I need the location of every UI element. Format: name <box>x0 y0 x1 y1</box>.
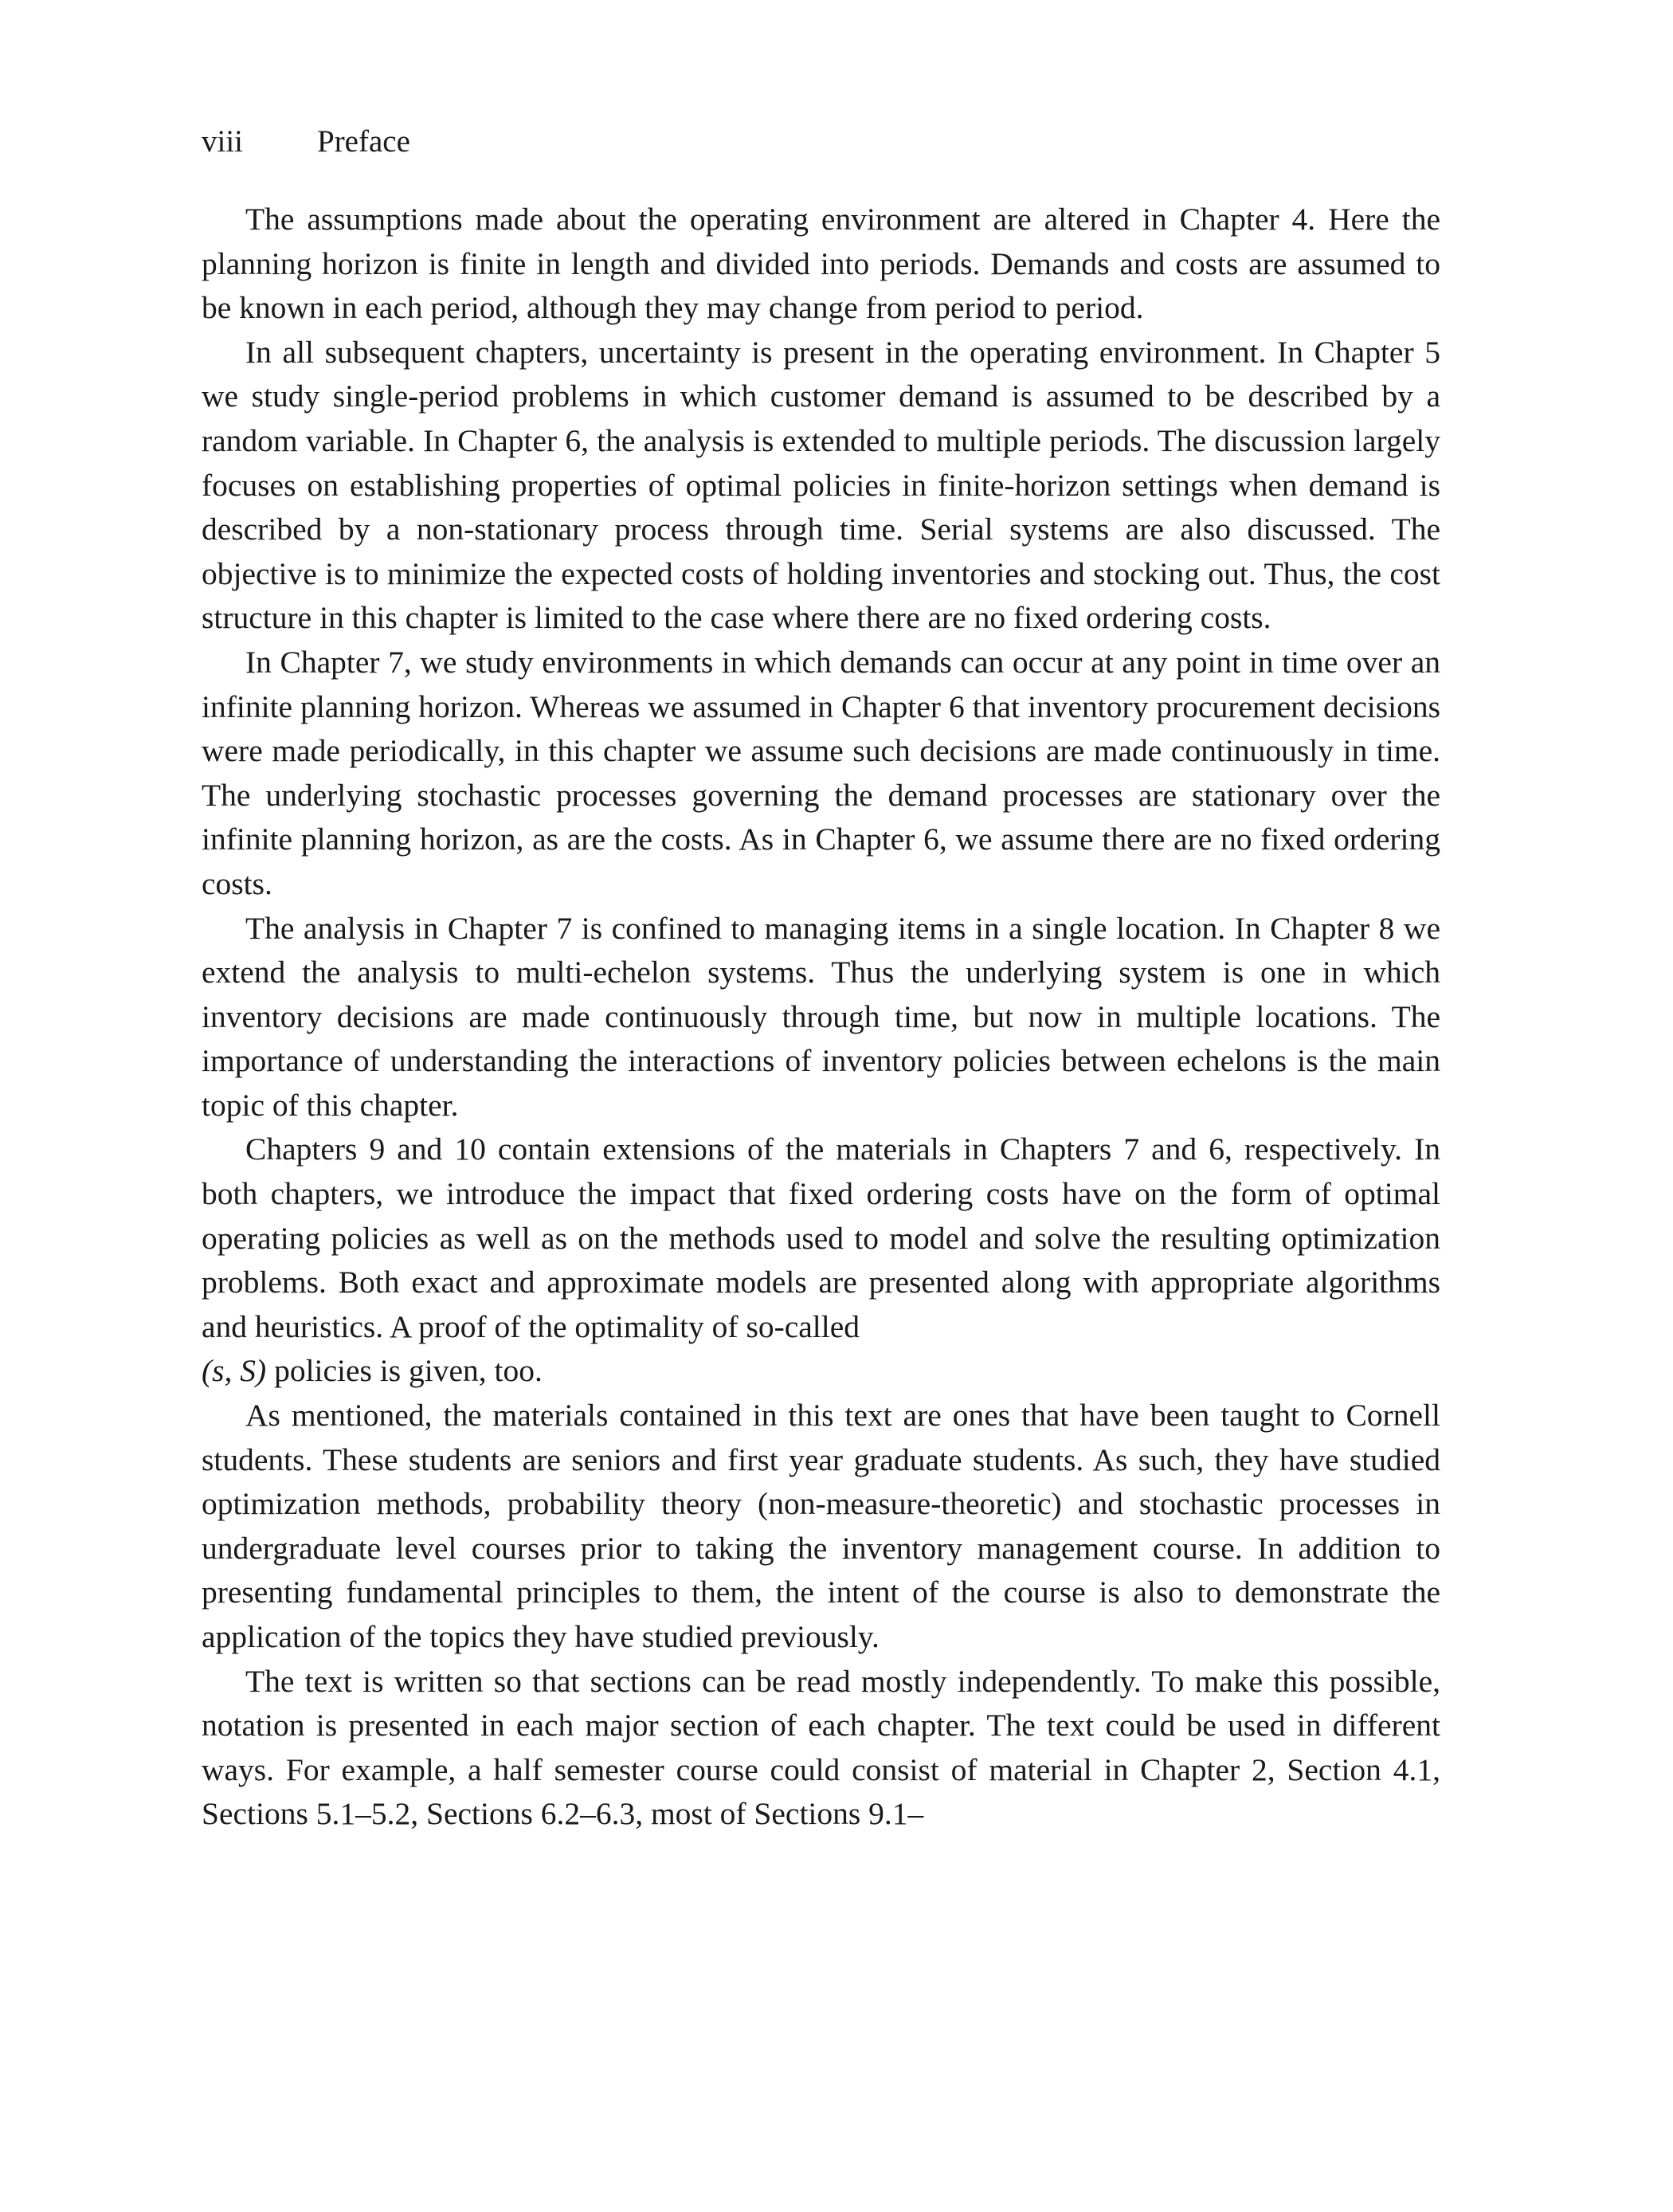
preface-body <box>202 198 1440 1837</box>
paragraph: In Chapter 7, we study environments in which demands can occur at any point in time over an infinite planning horizon. Whereas we assumed in Chapter 6 that inventory procurement decisions were made periodically, in this chapter we assume such decisions are made continuously in time. The underlying stochastic processes governing the demand processes are stationary over the infinite planning horizon, as are the costs. As in Chapter 6, we assume there are no fixed ordering costs. <box>202 644 1440 901</box>
paragraph-text: Chapters 9 and 10 contain extensions of the materials in Chapters 7 and 6, respectively. In both chapters, we introduce the impact that fixed ordering costs have on the form of optimal operating policies as well as on the methods used to model and solve the resulting optimization problems. Both exact and approximate models are presented along with appropriate algorithms and heuristics. A proof of the optimality of so-called <box>202 1131 1440 1344</box>
paragraph: The analysis in Chapter 7 is confined to managing items in a single location. In Chapter 8 we extend the analysis to multi-echelon systems. Thus the underlying system is one in which inventory decisions are made continuously through time, but now in multiple locations. The importance of understanding the interactions of inventory policies between echelons is the main topic of this chapter. <box>202 910 1440 1123</box>
paragraph: The assumptions made about the operating environment are altered in Chapter 4. Here the planning horizon is finite in length and divided into periods. Demands and costs are assumed to be known in each period, although they may change from period to period. <box>202 202 1440 326</box>
ss-policy-notation: (s, S) <box>202 1353 267 1389</box>
paragraph <box>202 1128 1440 1394</box>
running-head <box>202 120 410 164</box>
paragraph: The text is written so that sections can be read mostly independently. To make this possible, notation is presented in each major section of each chapter. The text could be used in different ways. For example, a half semester course could consist of material in Chapter 2, Section 4.1, Sections 5.1–5.2, Sections 6.2–6.3, most of Sections 9.1– <box>202 1663 1440 1832</box>
page-number: viii <box>202 124 244 159</box>
paragraph-text-continued: policies is given, too. <box>266 1353 543 1389</box>
paragraph: In all subsequent chapters, uncertainty is present in the operating environment. In Chapter 5 we study single-period problems in which customer demand is assumed to be described by a random variable. In Chapter 6, the analysis is extended to multiple periods. The discussion largely focuses on establishing properties of optimal policies in finite-horizon settings when demand is described by a non-stationary process through time. Serial systems are also discussed. The objective is to minimize the expected costs of holding inventories and stocking out. Thus, the cost structure in this chapter is limited to the case where there are no fixed ordering costs. <box>202 334 1440 636</box>
paragraph: As mentioned, the materials contained in this text are ones that have been taught to Cornell students. These students are seniors and first year graduate students. As such, they have studied optimization methods, probability theory (non-measure-theoretic) and stochastic processes in undergraduate level courses prior to taking the inventory management course. In addition to presenting fundamental principles to them, the intent of the course is also to demonstrate the application of the topics they have studied previously. <box>202 1398 1440 1654</box>
running-head-title: Preface <box>317 124 410 159</box>
